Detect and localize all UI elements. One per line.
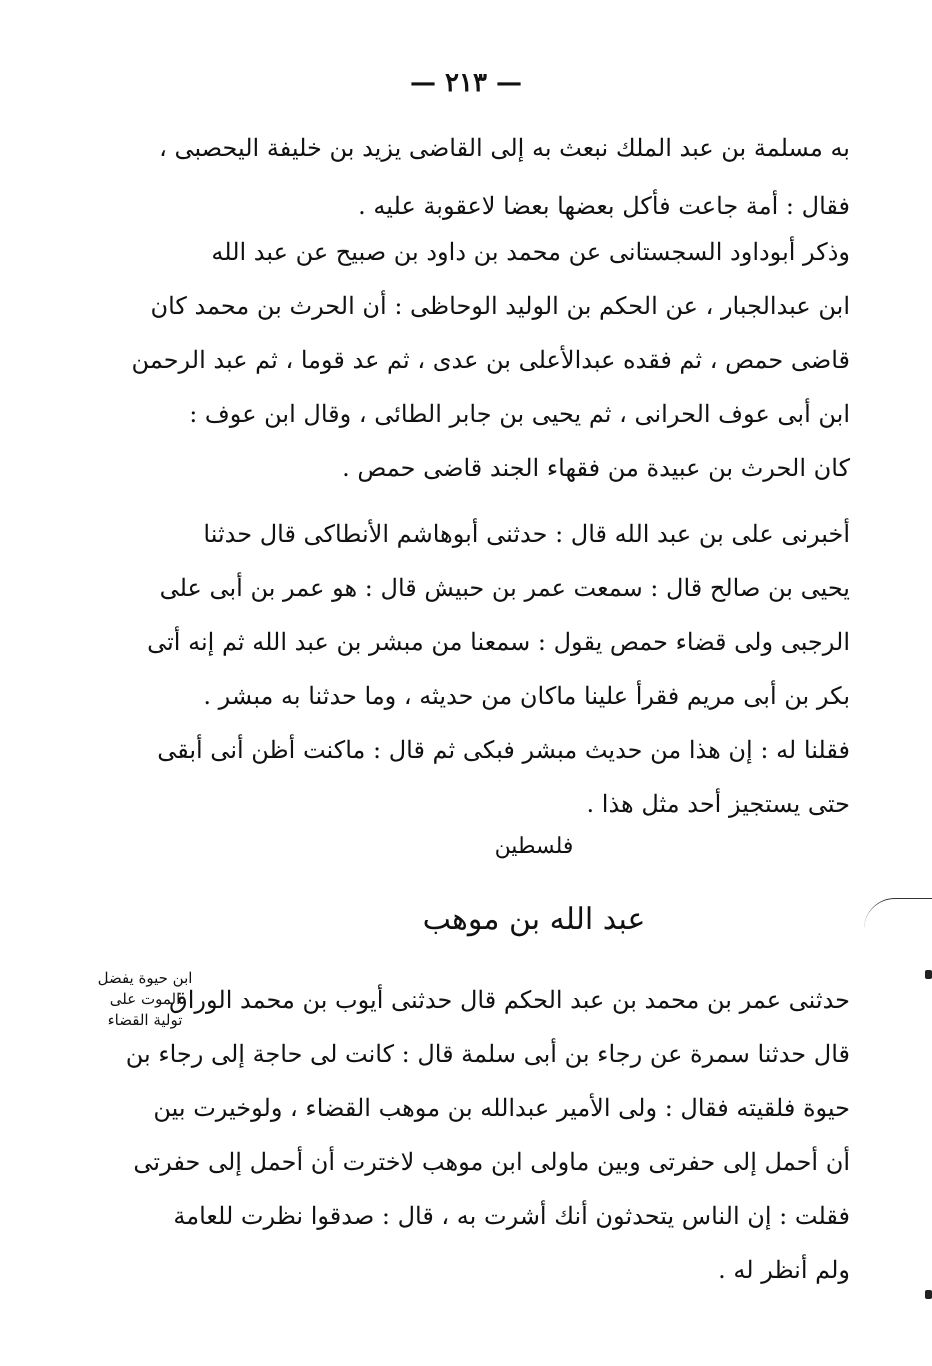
margin-note-line: الموت على — [109, 990, 181, 1008]
scan-edge-mark — [925, 970, 932, 979]
text-line: كان الحرث بن عبيدة من فقهاء الجند قاضى حمص . — [342, 454, 850, 482]
paragraph-1 — [159, 128, 850, 244]
text-line: حدثنى عمر بن محمد بن عبد الحكم قال حدثنى أيوب بن محمد الوراق — [169, 986, 850, 1014]
margin-note-line: ابن حيوة يفضل — [97, 969, 193, 987]
page-number: — ٢١٣ — — [409, 68, 523, 98]
text-line: فقلت : إن الناس يتحدثون أنك أشرت به ، قال : صدقوا نظرت للعامة — [173, 1202, 850, 1230]
text-line: حيوة فلقيته فقال : ولى الأمير عبدالله بن موهب القضاء ، ولوخيرت بين — [153, 1094, 850, 1122]
section-title: عبد الله بن موهب — [422, 902, 646, 937]
text-line: قاضى حمص ، ثم فقده عبدالأعلى بن عدى ، ثم عد قوما ، ثم عبد الرحمن — [131, 346, 850, 374]
text-line: وذكر أبوداود السجستانى عن محمد بن داود بن صبيح عن عبد الله — [211, 238, 850, 266]
text-line: ابن عبدالجبار ، عن الحكم بن الوليد الوحاظى : أن الحرث بن محمد كان — [150, 292, 850, 320]
text-line: فقال : أمة جاعت فأكل بعضها بعضا لاعقوبة عليه . — [358, 192, 850, 220]
text-line: حتى يستجيز أحد مثل هذا . — [586, 790, 850, 818]
place-heading: فلسطين — [494, 834, 574, 859]
paragraph-2 — [131, 232, 850, 502]
scan-edge-mark — [925, 1290, 932, 1299]
text-line: أن أحمل إلى حفرتى وبين ماولى ابن موهب لاخترت أن أحمل إلى حفرتى — [133, 1148, 850, 1176]
text-line: به مسلمة بن عبد الملك نبعث به إلى القاضى يزيد بن خليفة اليحصبى ، — [159, 134, 850, 162]
text-line: ولم أنظر له . — [718, 1256, 850, 1284]
text-line: يحيى بن صالح قال : سمعت عمر بن حبيش قال : هو عمر بن أبى على — [159, 574, 850, 602]
text-line: أخبرنى على بن عبد الله قال : حدثنى أبوهاشم الأنطاكى قال حدثنا — [203, 520, 850, 548]
margin-note-line: تولية القضاء — [107, 1011, 183, 1029]
scan-scratch-mark — [864, 898, 932, 929]
paragraph-3 — [147, 514, 850, 838]
text-line: فقلنا له : إن هذا من حديث مبشر فبكى ثم قال : ماكنت أظن أنى أبقى — [157, 736, 850, 764]
text-line: بكر بن أبى مريم فقرأ علينا ماكان من حديثه ، وما حدثنا به مبشر . — [203, 682, 850, 710]
text-line: قال حدثنا سمرة عن رجاء بن أبى سلمة قال : كانت لى حاجة إلى رجاء بن — [125, 1040, 850, 1068]
text-line: الرجبى ولى قضاء حمص يقول : سمعنا من مبشر بن عبد الله ثم إنه أتى — [147, 628, 850, 656]
text-line: ابن أبى عوف الحرانى ، ثم يحيى بن جابر الطائى ، وقال ابن عوف : — [189, 400, 850, 428]
